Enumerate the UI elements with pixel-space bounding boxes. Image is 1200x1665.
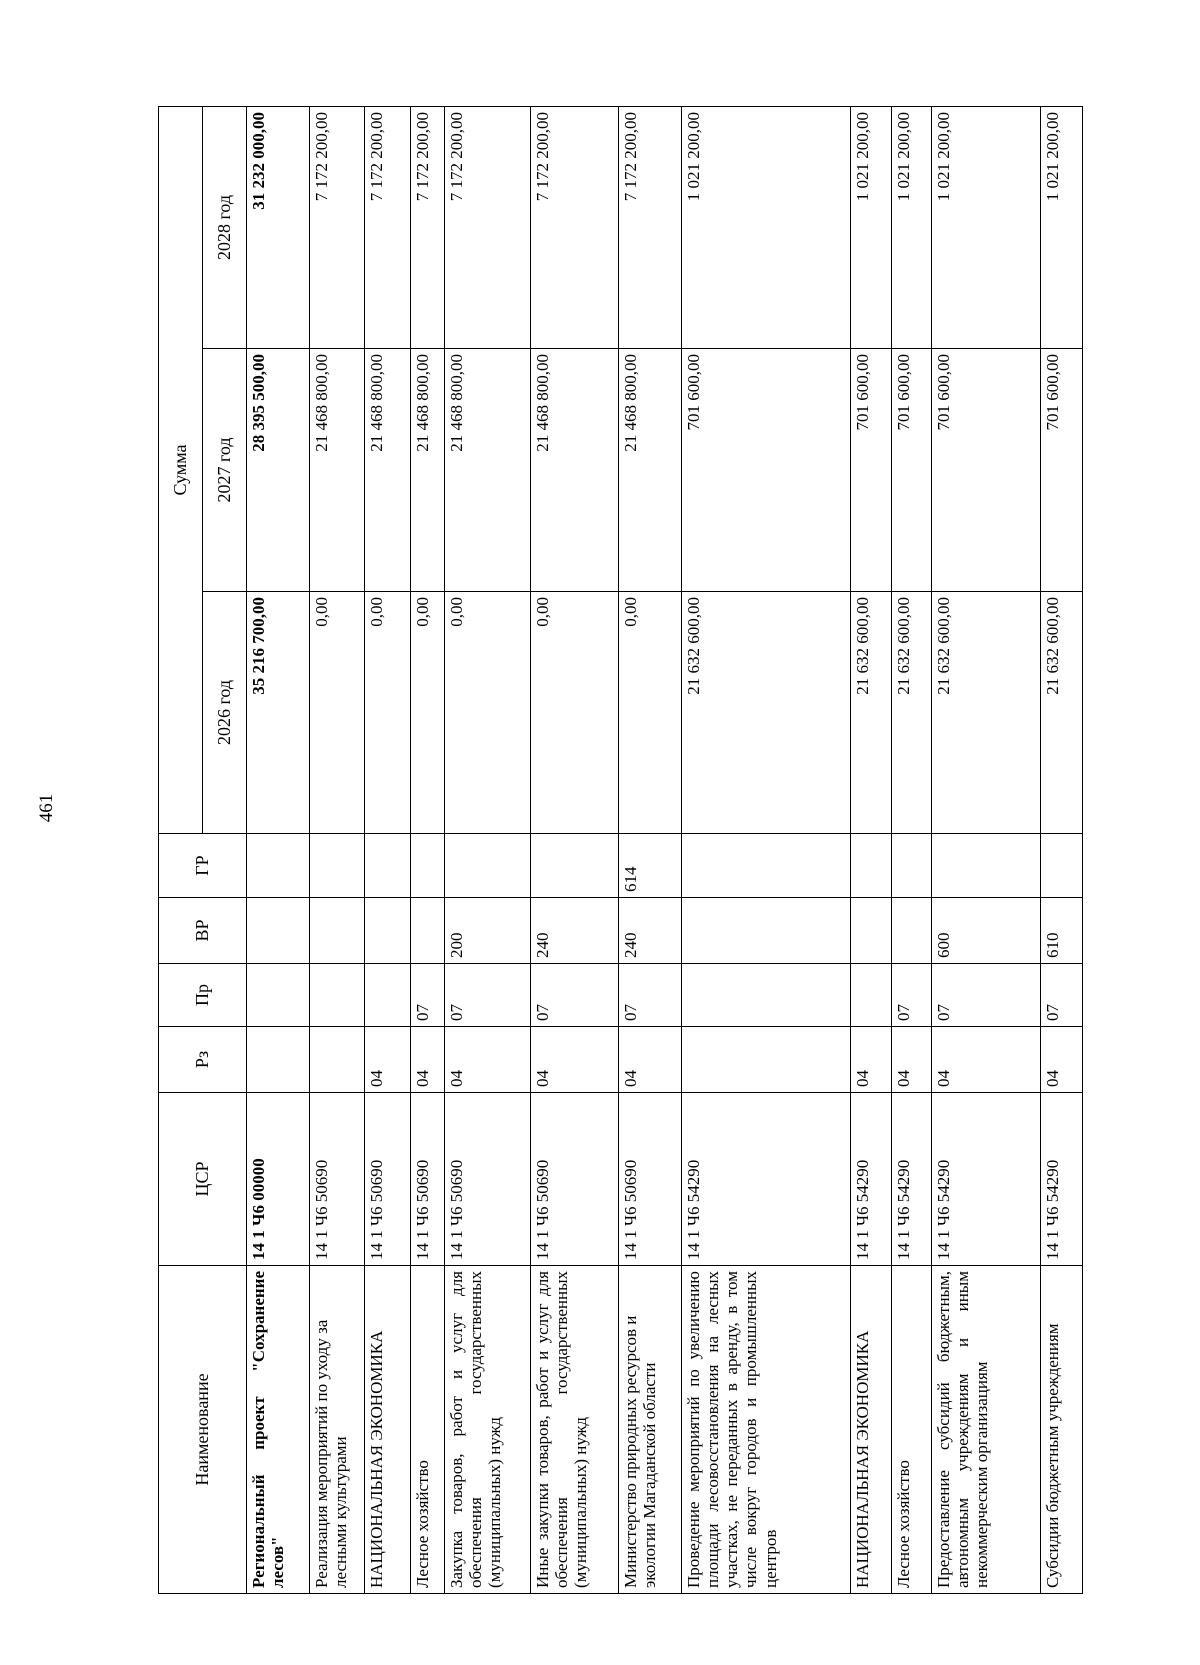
table-row xyxy=(247,107,310,1594)
row-gr xyxy=(310,834,365,898)
row-sum-2026: 21 632 600,00 xyxy=(682,592,851,834)
table-row xyxy=(365,107,410,1594)
row-csr: 14 1 Ч6 54290 xyxy=(1040,1093,1082,1266)
row-sum-2026: 0,00 xyxy=(444,592,531,834)
table-row xyxy=(618,107,681,1594)
row-pr: 07 xyxy=(444,964,531,1027)
row-sum-2026: 0,00 xyxy=(531,592,619,834)
row-csr: 14 1 Ч6 50690 xyxy=(618,1093,681,1266)
header-csr: ЦСР xyxy=(159,1093,247,1266)
header-rz: Рз xyxy=(159,1027,247,1093)
header-vr: ВР xyxy=(159,898,247,964)
row-sum-2028: 7 172 200,00 xyxy=(310,107,365,349)
row-sum-2028: 31 232 000,00 xyxy=(247,107,310,349)
row-csr: 14 1 Ч6 54290 xyxy=(851,1093,891,1266)
table-row xyxy=(410,107,444,1594)
row-vr xyxy=(851,898,891,964)
row-rz: 04 xyxy=(410,1027,444,1093)
header-year-2028: 2028 год xyxy=(203,107,247,349)
row-sum-2028: 7 172 200,00 xyxy=(365,107,410,349)
row-vr: 200 xyxy=(444,898,531,964)
row-sum-2027: 21 468 800,00 xyxy=(444,349,531,592)
row-sum-2026: 0,00 xyxy=(310,592,365,834)
row-sum-2026: 21 632 600,00 xyxy=(891,592,931,834)
header-gr: ГР xyxy=(159,834,247,898)
row-gr xyxy=(247,834,310,898)
row-sum-2028: 1 021 200,00 xyxy=(682,107,851,349)
row-rz: 04 xyxy=(1040,1027,1082,1093)
table-row xyxy=(531,107,619,1594)
row-vr xyxy=(682,898,851,964)
row-gr xyxy=(682,834,851,898)
header-pr: Пр xyxy=(159,964,247,1027)
row-pr xyxy=(851,964,891,1027)
row-csr: 14 1 Ч6 50690 xyxy=(410,1093,444,1266)
row-gr xyxy=(931,834,1040,898)
row-name: Предоставление субсидий бюджетным, автономным учреждениям и иным некоммерческим организациям xyxy=(931,1266,1040,1594)
row-name: Министерство природных ресурсов и экологии Магаданской области xyxy=(618,1266,681,1594)
row-sum-2026: 21 632 600,00 xyxy=(851,592,891,834)
row-csr: 14 1 Ч6 54290 xyxy=(891,1093,931,1266)
row-vr xyxy=(410,898,444,964)
row-sum-2028: 1 021 200,00 xyxy=(891,107,931,349)
row-sum-2027: 21 468 800,00 xyxy=(618,349,681,592)
row-pr: 07 xyxy=(618,964,681,1027)
row-pr xyxy=(365,964,410,1027)
row-vr xyxy=(891,898,931,964)
row-name: НАЦИОНАЛЬНАЯ ЭКОНОМИКА xyxy=(365,1266,410,1594)
row-sum-2027: 701 600,00 xyxy=(891,349,931,592)
budget-table-container xyxy=(158,107,1083,1594)
row-pr: 07 xyxy=(891,964,931,1027)
table-row xyxy=(444,107,531,1594)
page-number: 461 xyxy=(36,793,57,823)
header-year-2026: 2026 год xyxy=(203,592,247,834)
row-name: Региональный проект "Сохранение лесов" xyxy=(247,1266,310,1594)
row-pr xyxy=(310,964,365,1027)
row-gr xyxy=(531,834,619,898)
row-sum-2027: 701 600,00 xyxy=(1040,349,1082,592)
row-rz xyxy=(247,1027,310,1093)
row-rz: 04 xyxy=(851,1027,891,1093)
row-csr: 14 1 Ч6 50690 xyxy=(310,1093,365,1266)
row-rz: 04 xyxy=(531,1027,619,1093)
row-sum-2026: 21 632 600,00 xyxy=(931,592,1040,834)
budget-table xyxy=(158,106,1083,1594)
table-row xyxy=(851,107,891,1594)
row-csr: 14 1 Ч6 50690 xyxy=(531,1093,619,1266)
row-name: Лесное хозяйство xyxy=(891,1266,931,1594)
row-sum-2028: 1 021 200,00 xyxy=(931,107,1040,349)
row-sum-2027: 21 468 800,00 xyxy=(310,349,365,592)
row-rz: 04 xyxy=(365,1027,410,1093)
row-gr xyxy=(444,834,531,898)
row-sum-2027: 21 468 800,00 xyxy=(531,349,619,592)
row-sum-2027: 701 600,00 xyxy=(931,349,1040,592)
row-csr: 14 1 Ч6 50690 xyxy=(365,1093,410,1266)
row-sum-2026: 0,00 xyxy=(618,592,681,834)
table-row xyxy=(682,107,851,1594)
row-sum-2026: 35 216 700,00 xyxy=(247,592,310,834)
header-sum: Сумма xyxy=(159,107,203,834)
row-sum-2028: 1 021 200,00 xyxy=(1040,107,1082,349)
table-row xyxy=(931,107,1040,1594)
row-vr: 610 xyxy=(1040,898,1082,964)
row-csr: 14 1 Ч6 00000 xyxy=(247,1093,310,1266)
table-row xyxy=(891,107,931,1594)
row-name: Лесное хозяйство xyxy=(410,1266,444,1594)
row-vr xyxy=(365,898,410,964)
row-rz: 04 xyxy=(931,1027,1040,1093)
row-pr xyxy=(682,964,851,1027)
row-gr: 614 xyxy=(618,834,681,898)
row-rz: 04 xyxy=(891,1027,931,1093)
table-row xyxy=(1040,107,1082,1594)
row-rz: 04 xyxy=(618,1027,681,1093)
row-name: Проведение мероприятий по увеличению площади лесовосстановления на лесных участках, не переданных в аренду, в том числе вокруг городов и промышленных центров xyxy=(682,1266,851,1594)
header-name: Наименование xyxy=(159,1266,247,1594)
row-sum-2027: 28 395 500,00 xyxy=(247,349,310,592)
row-sum-2027: 21 468 800,00 xyxy=(410,349,444,592)
row-csr: 14 1 Ч6 54290 xyxy=(931,1093,1040,1266)
row-rz: 04 xyxy=(444,1027,531,1093)
row-gr xyxy=(365,834,410,898)
row-pr: 07 xyxy=(931,964,1040,1027)
row-sum-2026: 21 632 600,00 xyxy=(1040,592,1082,834)
row-pr: 07 xyxy=(531,964,619,1027)
row-rz xyxy=(310,1027,365,1093)
row-name: Иные закупки товаров, работ и услуг для обеспечения государственных (муниципальных) нужд xyxy=(531,1266,619,1594)
row-name: НАЦИОНАЛЬНАЯ ЭКОНОМИКА xyxy=(851,1266,891,1594)
row-vr: 240 xyxy=(531,898,619,964)
row-name: Субсидии бюджетным учреждениям xyxy=(1040,1266,1082,1594)
header-year-2027: 2027 год xyxy=(203,349,247,592)
row-sum-2028: 1 021 200,00 xyxy=(851,107,891,349)
row-sum-2028: 7 172 200,00 xyxy=(618,107,681,349)
row-vr xyxy=(247,898,310,964)
row-gr xyxy=(410,834,444,898)
row-name: Закупка товаров, работ и услуг для обеспечения государственных (муниципальных) нужд xyxy=(444,1266,531,1594)
row-vr: 240 xyxy=(618,898,681,964)
row-sum-2028: 7 172 200,00 xyxy=(410,107,444,349)
table-row xyxy=(310,107,365,1594)
row-gr xyxy=(1040,834,1082,898)
row-pr: 07 xyxy=(410,964,444,1027)
row-vr xyxy=(310,898,365,964)
row-csr: 14 1 Ч6 50690 xyxy=(444,1093,531,1266)
row-sum-2026: 0,00 xyxy=(410,592,444,834)
row-gr xyxy=(891,834,931,898)
row-sum-2028: 7 172 200,00 xyxy=(531,107,619,349)
row-sum-2026: 0,00 xyxy=(365,592,410,834)
row-gr xyxy=(851,834,891,898)
row-vr: 600 xyxy=(931,898,1040,964)
row-sum-2027: 21 468 800,00 xyxy=(365,349,410,592)
row-sum-2027: 701 600,00 xyxy=(851,349,891,592)
row-sum-2028: 7 172 200,00 xyxy=(444,107,531,349)
row-pr: 07 xyxy=(1040,964,1082,1027)
row-name: Реализация мероприятий по уходу за лесными культурами xyxy=(310,1266,365,1594)
row-rz xyxy=(682,1027,851,1093)
row-pr xyxy=(247,964,310,1027)
row-sum-2027: 701 600,00 xyxy=(682,349,851,592)
row-csr: 14 1 Ч6 54290 xyxy=(682,1093,851,1266)
